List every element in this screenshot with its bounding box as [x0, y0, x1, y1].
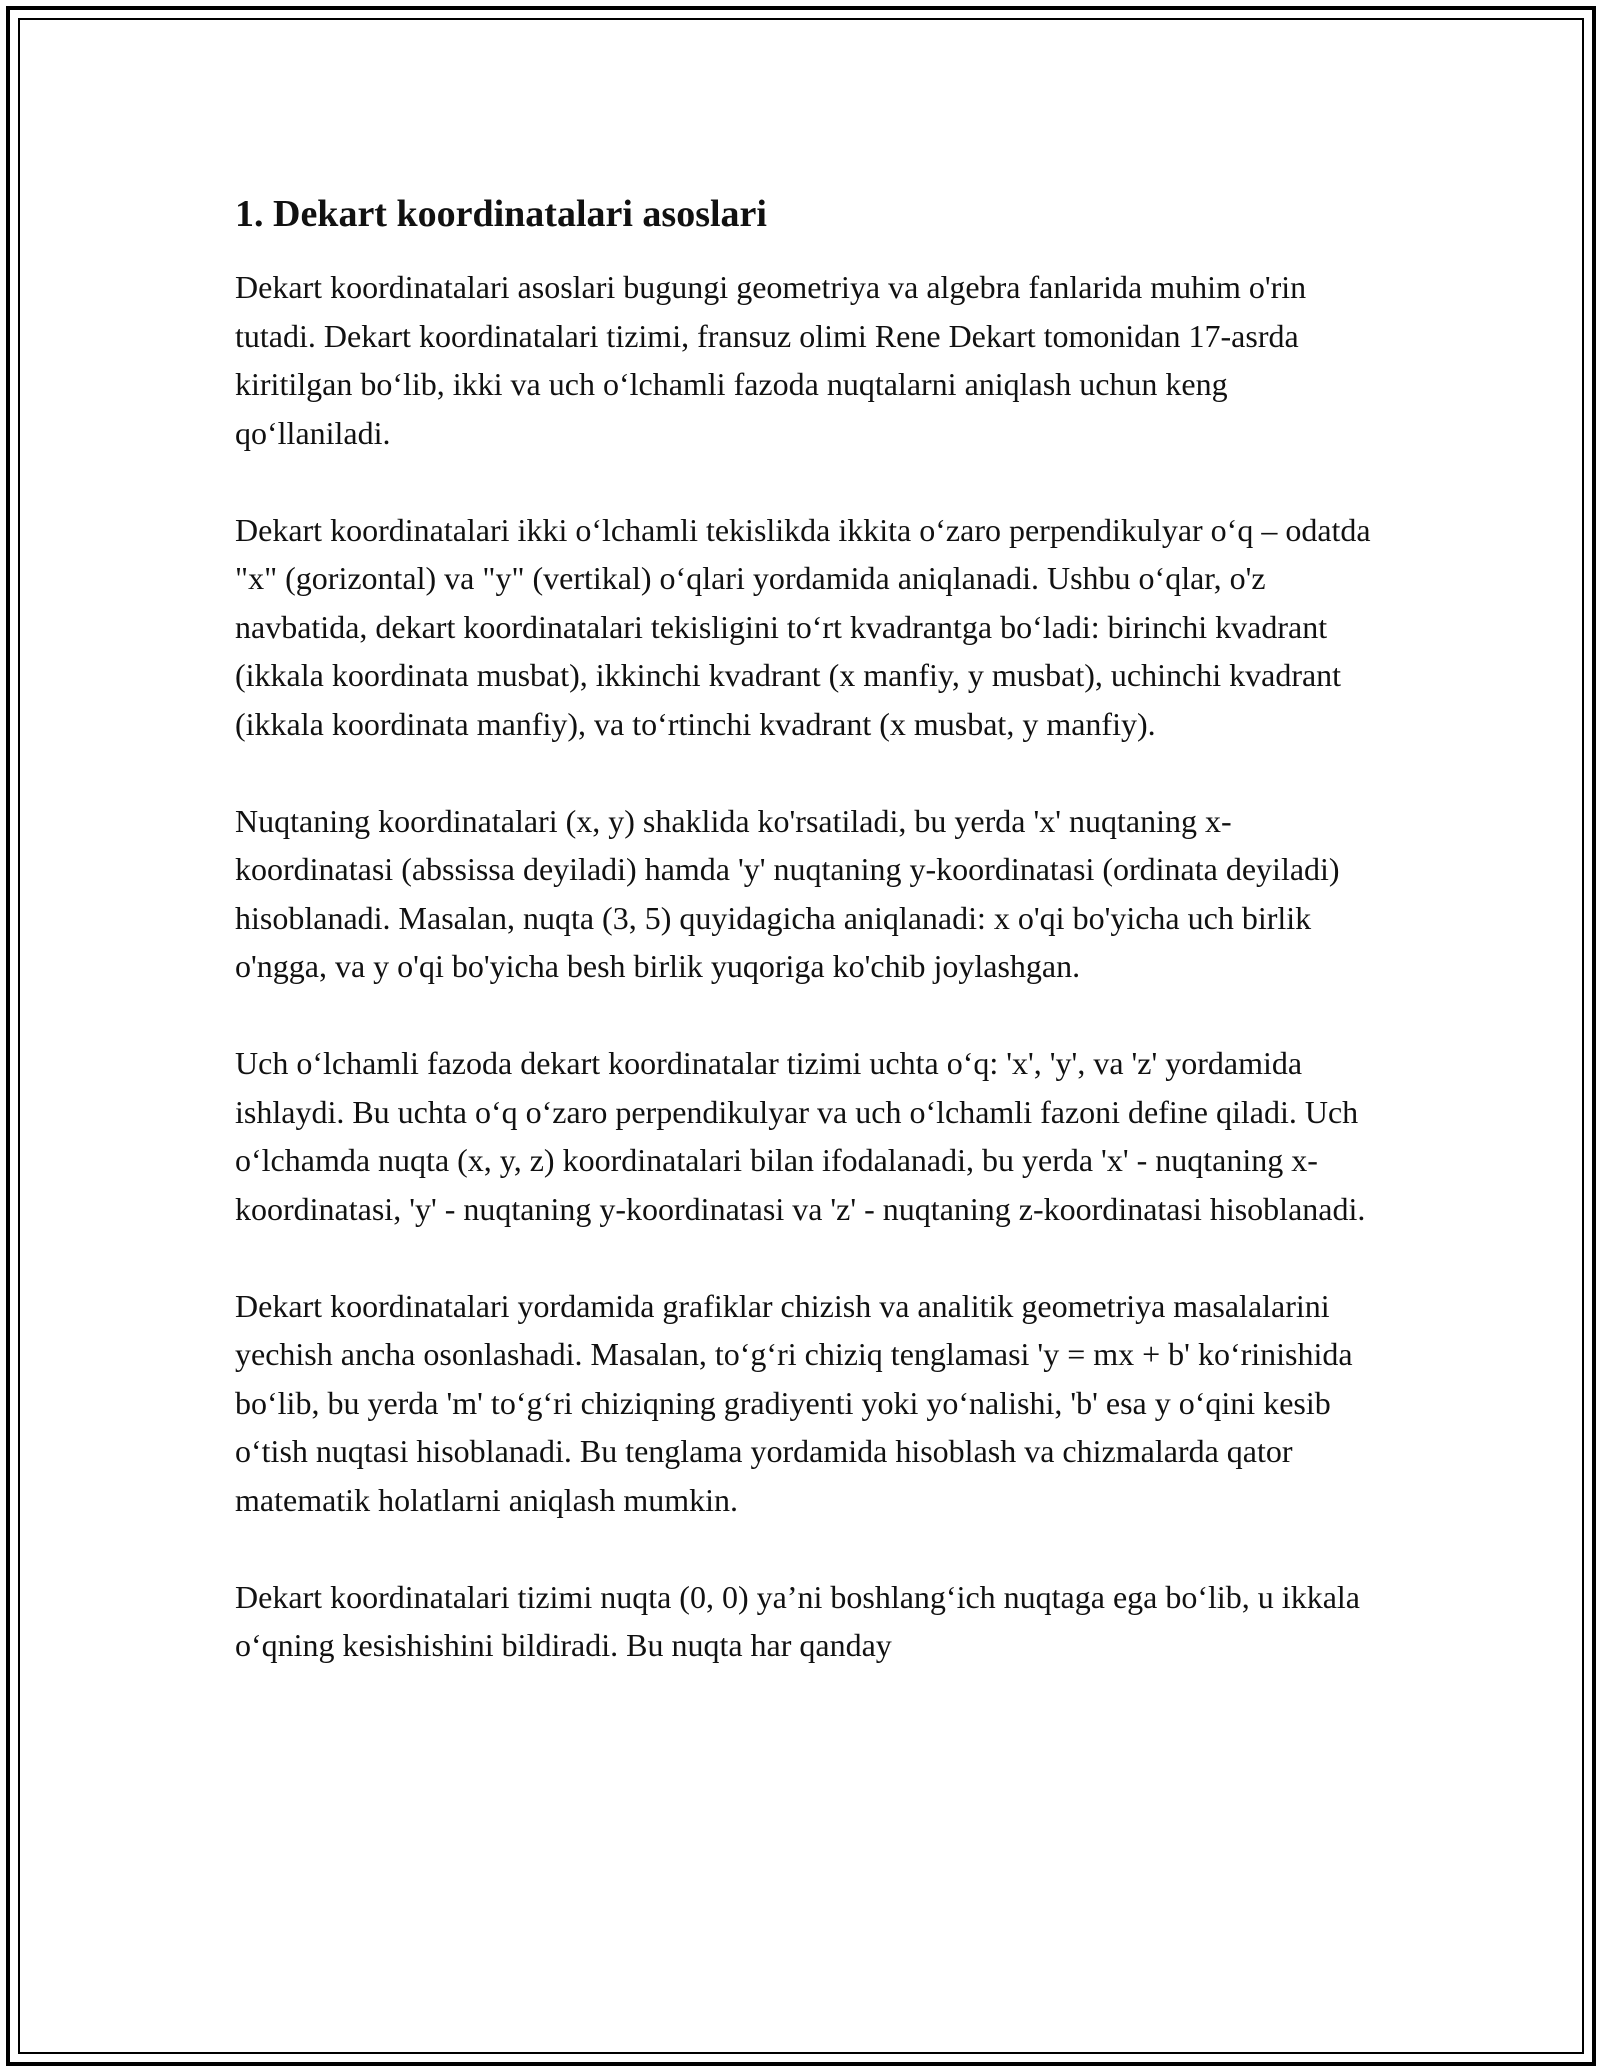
paragraph-point-coordinates: Nuqtaning koordinatalari (x, y) shaklida ko'rsatiladi, bu yerda 'x' nuqtaning x-koordinatasi (abssissa deyiladi) hamda 'y' nuqtaning y-koordinatasi (ordinata deyiladi) hisoblanadi. Masalan, nuqta (3, 5) quyidagicha aniqlanadi: x o'qi bo'yicha uch birlik o'ngga, va y o'qi bo'yicha besh birlik yuqoriga ko'chib joylashgan. [235, 802, 1340, 984]
paragraph-origin: Dekart koordinatalari tizimi nuqta (0, 0) ya’ni boshlang‘ich nuqtaga ega bo‘lib, u ikkala o‘qning kesishishini bildiradi. Bu nuqta har qanday [235, 1578, 1360, 1663]
paragraph-line-equation: Dekart koordinatalari yordamida grafiklar chizish va analitik geometriya masalalarini yechish ancha osonlashadi. Masalan, to‘g‘ri chiziq tenglamasi 'y = mx + b' ko‘rinishida bo‘lib, bu yerda 'm' to‘g‘ri chiziqning gradiyenti yoki yo‘nalishi, 'b' esa y o‘qini kesib o‘tish nuqtasi hisoblanadi. Bu tenglama yordamida hisoblash va chizmalarda qator matematik holatlarni aniqlash mumkin. [235, 1287, 1353, 1518]
paragraph-2d-plane: Dekart koordinatalari ikki o‘lchamli tekislikda ikkita o‘zaro perpendikulyar o‘q – odatda "x" (gorizontal) va "y" (vertikal) o‘qlari yordamida aniqlanadi. Ushbu o‘qlar, o'z navbatida, dekart koordinatalari tekisligini to‘rt kvadrantga bo‘ladi: birinchi kvadrant (ikkala koordinata musbat), ikkinchi kvadrant (x manfiy, y musbat), uchinchi kvadrant (ikkala koordinata manfiy), va to‘rtinchi kvadrant (x musbat, y manfiy). [235, 511, 1371, 742]
paragraph-3d-space: Uch o‘lchamli fazoda dekart koordinatalar tizimi uchta o‘q: 'x', 'y', va 'z' yordamida ishlaydi. Bu uchta o‘q o‘zaro perpendikulyar va uch o‘lchamli fazoni define qiladi. Uch o‘lchamda nuqta (x, y, z) koordinatalari bilan ifodalanadi, bu yerda 'x' - nuqtaning x-koordinatasi, 'y' - nuqtaning y-koordinatasi va 'z' - nuqtaning z-koordinatasi hisoblanadi. [235, 1045, 1366, 1227]
document-body [235, 185, 1375, 1718]
section-title: 1. Dekart koordinatalari asoslari [235, 193, 767, 235]
paragraph-intro: Dekart koordinatalari asoslari bugungi geometriya va algebra fanlarida muhim o'rin tutadi. Dekart koordinatalari tizimi, fransuz olimi Rene Dekart tomonidan 17-asrda kiritilgan bo‘lib, ikki va uch o‘lchamli fazoda nuqtalarni aniqlash uchun keng qo‘llaniladi. [235, 269, 1307, 451]
